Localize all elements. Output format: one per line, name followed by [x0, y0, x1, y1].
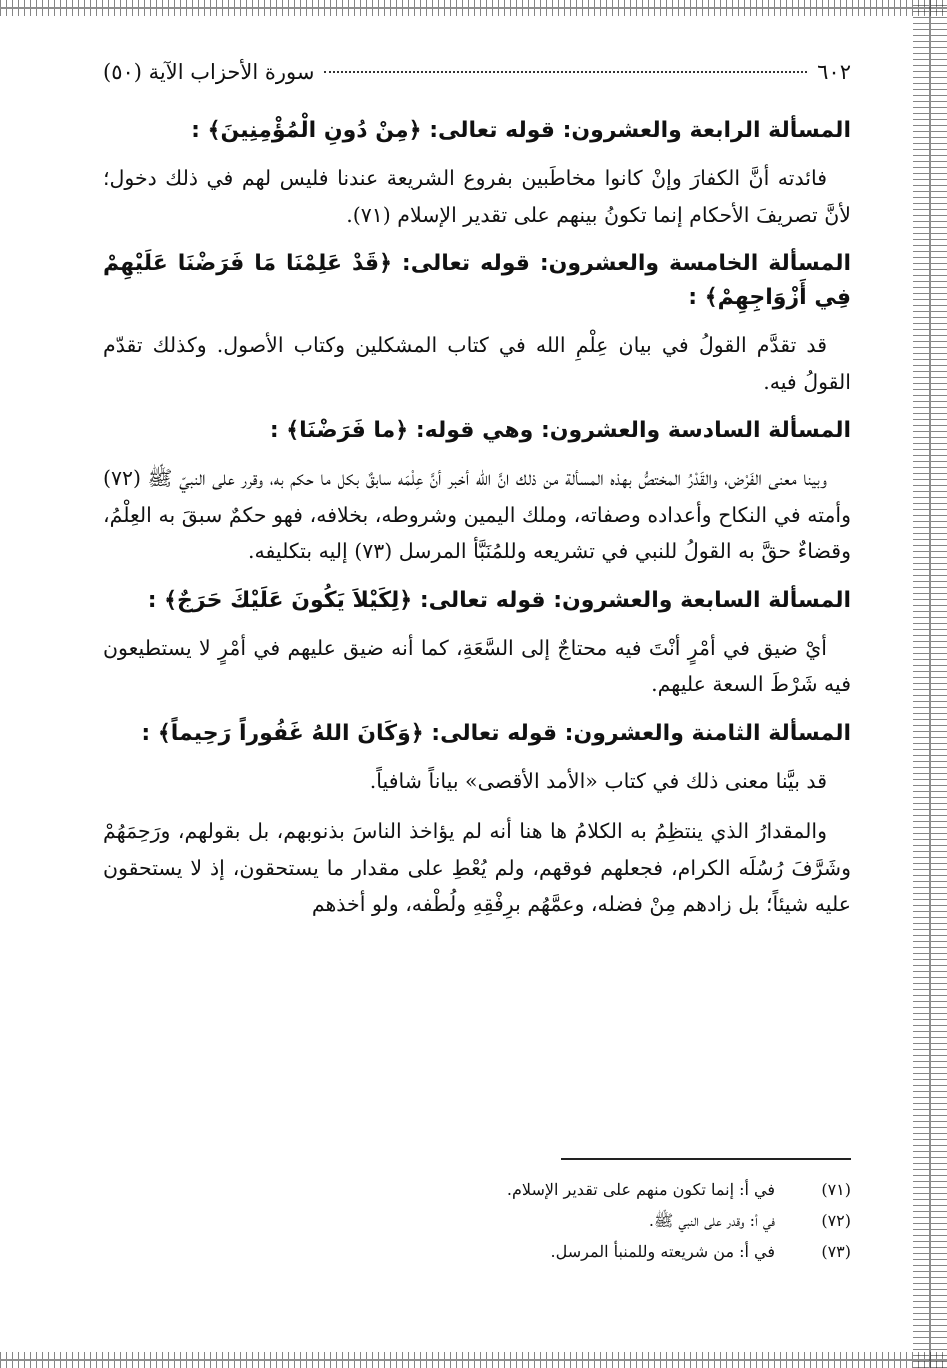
footnote: [103, 1205, 851, 1236]
decorative-border-bottom: [0, 1352, 947, 1368]
paragraph: فائدته أنَّ الكفارَ وإنْ كانوا مخاطَبين بفروع الشريعة عندنا فليس لهم في ذلك دخول؛ لأنَّ تصريفَ الأحكام إنما تكونُ بينهم على تقدير الإسلام (٧١).: [103, 166, 851, 227]
footnote-divider: [561, 1158, 851, 1160]
section-heading: المسألة السابعة والعشرون: قوله تعالى: ﴿لِكَيْلاَ يَكُونَ عَلَيْكَ حَرَجٌ﴾ :: [147, 587, 851, 613]
footnote-text: في أ: وقدر على النبي ﷺ.: [648, 1211, 775, 1231]
paragraph: أيْ ضيق في أمْرٍ أنْتَ فيه محتاجٌ إلى السَّعَةِ، كما أنه ضيق عليهم في أمْرٍ لا يستطيعون فيه شَرْطَ السعة عليهم.: [103, 635, 851, 697]
header-title: سورة الأحزاب الآية (٥٠): [103, 60, 315, 84]
header-dot-leader: [324, 71, 807, 73]
footnote-number: (٧١): [821, 1180, 851, 1199]
paragraph: قد تقدَّم القولُ في بيان عِلْمِ الله في كتاب المشكلين وكتاب الأصول. وكذلك تقدّم القولُ فيه.: [103, 333, 851, 394]
footnote: [103, 1174, 851, 1205]
paragraph: والمقدارُ الذي ينتظِمُ به الكلامُ ها هنا أنه لم يؤاخذ الناسَ بذنوبهم، بل بقولهم، ورَحِمَهُمْ وشَرَّفَ رُسُلَه الكرام، فجعلهم فوقهم، ولم يُعْطِ على مقدار ما يستحقون، إذ لا يستحقون عليه شيئاً؛ بل زادهم مِنْ فضله، وعمَّهُم برِفْقِهِ ولُطْفه، ولو أخذهم: [103, 819, 851, 917]
section-heading: المسألة الرابعة والعشرون: قوله تعالى: ﴿مِنْ دُونِ الْمُؤْمِنِينَ﴾ :: [191, 118, 851, 143]
section-heading: المسألة الخامسة والعشرون: قوله تعالى: ﴿قَدْ عَلِمْنَا مَا فَرَضْنَا عَلَيْهِمْ فِي أَزْوَاجِهِمْ﴾ :: [103, 251, 851, 311]
decorative-border-top: [0, 0, 947, 16]
running-header: [103, 60, 851, 84]
footnote: [103, 1236, 851, 1267]
footnote-text: في أ: من شريعته وللمنبأ المرسل.: [550, 1242, 775, 1262]
section-heading: المسألة السادسة والعشرون: وهي قوله: ﴿ما فَرَضْنَا﴾ :: [269, 418, 851, 444]
footnote-number: (٧٣): [821, 1242, 851, 1262]
footnote-text: في أ: إنما تكون منهم على تقدير الإسلام.: [506, 1180, 775, 1199]
page-number: ٦٠٢: [817, 60, 851, 84]
decorative-border-right: [913, 0, 947, 1368]
section-heading: المسألة الثامنة والعشرون: قوله تعالى: ﴿وَكَانَ اللهُ غَفُوراً رَحِيماً﴾ :: [141, 720, 851, 746]
footnotes: [103, 1158, 851, 1268]
paragraph: قد بيَّنا معنى ذلك في كتاب «الأمد الأقصى» بياناً شافياً.: [369, 768, 827, 793]
footnote-number: (٧٢): [821, 1211, 851, 1231]
page-body: [103, 60, 851, 937]
paragraph: وبينا معنى الفَرْض، والقَدْرُ المختصُّ بهذه المسألة من ذلك انَّ الله أخبر أنَّ عِلْمَه سابقٌ بكل ما حكم به، وقرر على النبيّ ﷺ (٧٢) وأمته في النكاح وأعداده وصفاته، وملك اليمين وشروطه، بخلافه، فهو حكمٌ سبقَ به العِلْمُ، وقضاءٌ حقَّ به القولُ للنبي في تشريعه وللمُنَبَّأ المرسل (٧٣) إليه بتكليفه.: [103, 466, 851, 564]
